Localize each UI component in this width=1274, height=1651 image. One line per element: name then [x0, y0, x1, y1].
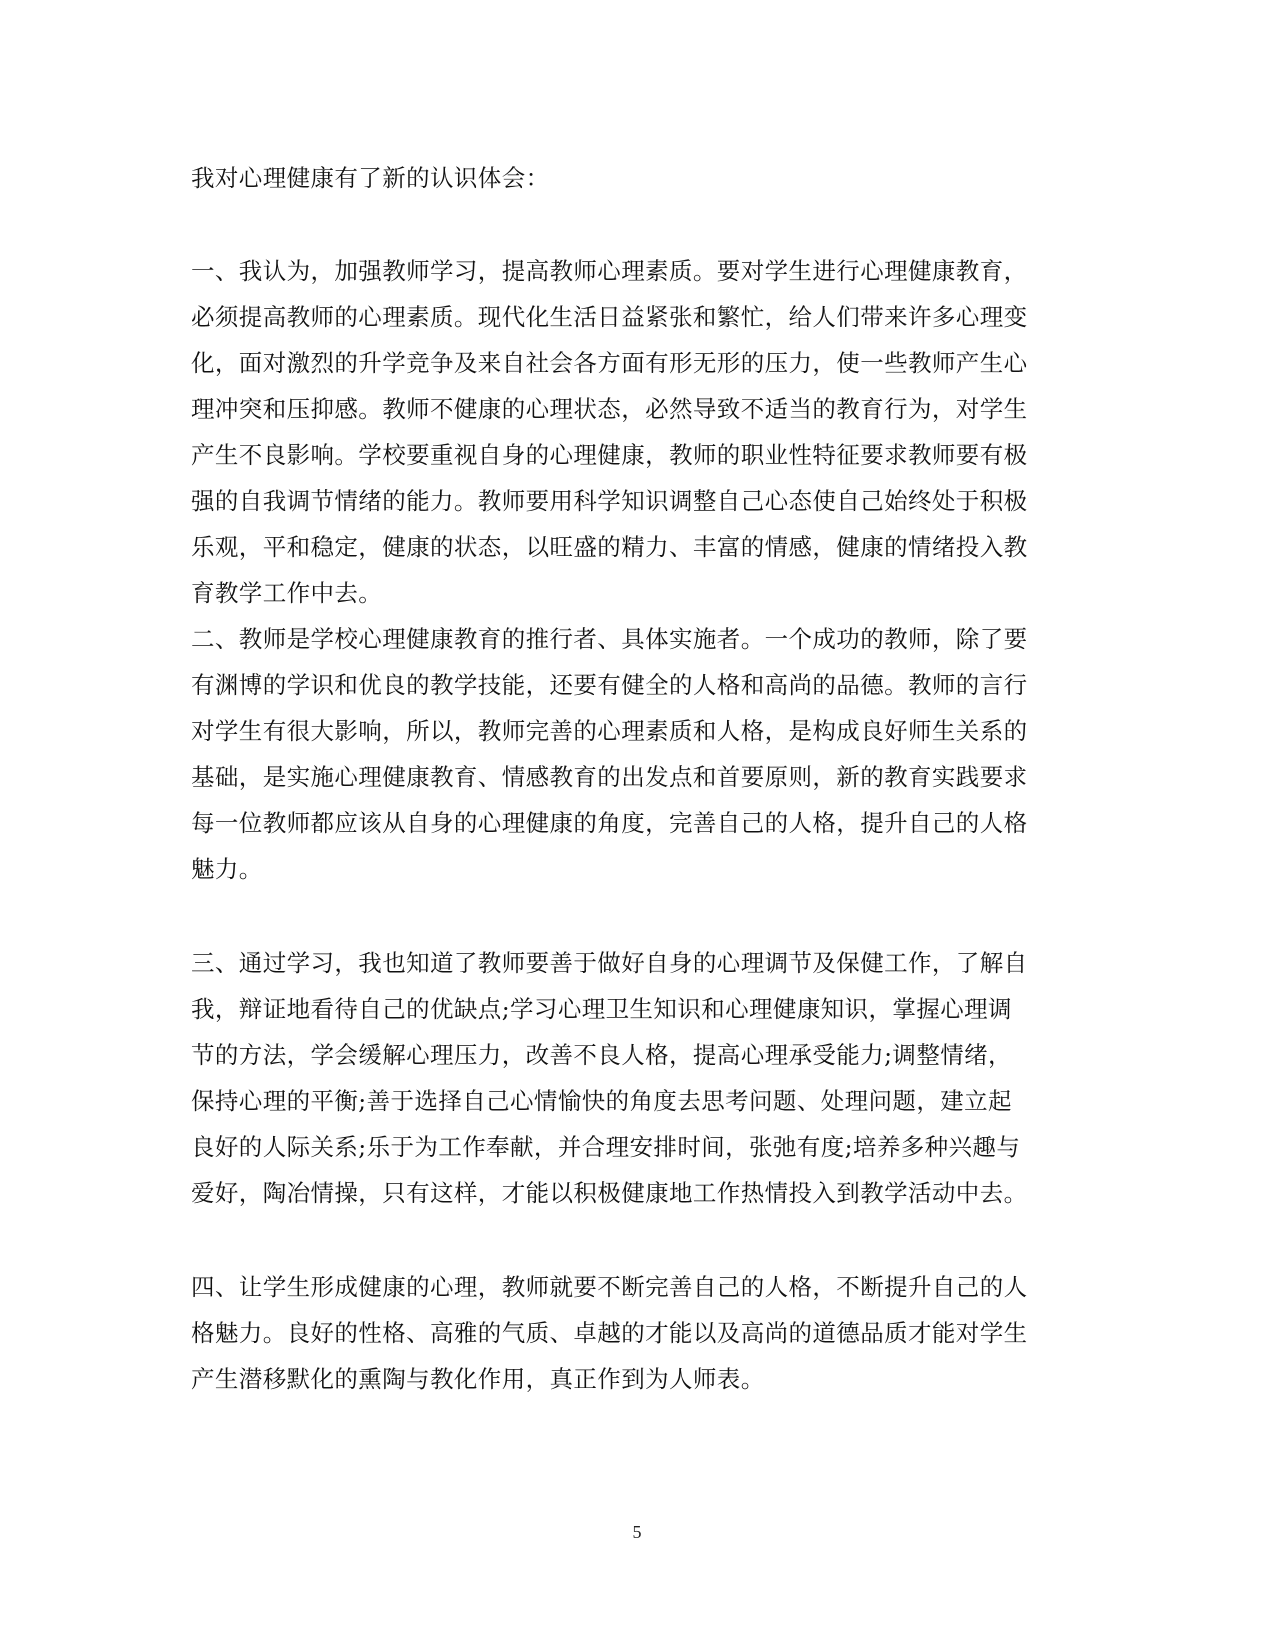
paragraph-1-line-7: 乐观，平和稳定，健康的状态，以旺盛的精力、丰富的情感，健康的情绪投入教	[191, 533, 1028, 561]
paragraph-4-line-2: 格魅力。良好的性格、高雅的气质、卓越的才能以及高尚的道德品质才能对学生	[191, 1319, 1028, 1347]
paragraph-1-line-1: 一、我认为，加强教师学习，提高教师心理素质。要对学生进行心理健康教育，	[191, 257, 1028, 285]
paragraph-1-line-5: 产生不良影响。学校要重视自身的心理健康，教师的职业性特征要求教师要有极	[191, 441, 1028, 469]
paragraph-1-line-2: 必须提高教师的心理素质。现代化生活日益紧张和繁忙，给人们带来许多心理变	[191, 303, 1028, 331]
paragraph-3-line-1: 三、通过学习，我也知道了教师要善于做好自身的心理调节及保健工作，了解自	[191, 949, 1028, 977]
paragraph-2-line-4: 基础，是实施心理健康教育、情感教育的出发点和首要原则，新的教育实践要求	[191, 763, 1028, 791]
paragraph-1-line-4: 理冲突和压抑感。教师不健康的心理状态，必然导致不适当的教育行为，对学生	[191, 395, 1028, 423]
paragraph-3-line-4: 保持心理的平衡;善于选择自己心情愉快的角度去思考问题、处理问题，建立起	[191, 1087, 1012, 1115]
paragraph-1-line-8: 育教学工作中去。	[191, 579, 383, 607]
paragraph-2-line-6: 魅力。	[191, 855, 263, 883]
paragraph-3-line-3: 节的方法，学会缓解心理压力，改善不良人格，提高心理承受能力;调整情绪，	[191, 1041, 1012, 1069]
paragraph-1-line-3: 化，面对激烈的升学竞争及来自社会各方面有形无形的压力，使一些教师产生心	[191, 349, 1028, 377]
paragraph-1-line-6: 强的自我调节情绪的能力。教师要用科学知识调整自己心态使自己始终处于积极	[191, 487, 1028, 515]
paragraph-4-line-1: 四、让学生形成健康的心理，教师就要不断完善自己的人格，不断提升自己的人	[191, 1273, 1028, 1301]
paragraph-2-line-1: 二、教师是学校心理健康教育的推行者、具体实施者。一个成功的教师，除了要	[191, 625, 1028, 653]
paragraph-3-line-2: 我，辩证地看待自己的优缺点;学习心理卫生知识和心理健康知识，掌握心理调	[191, 995, 1012, 1023]
page-number: 5	[632, 1522, 642, 1542]
paragraph-2-line-5: 每一位教师都应该从自身的心理健康的角度，完善自己的人格，提升自己的人格	[191, 809, 1028, 837]
paragraph-3-line-5: 良好的人际关系;乐于为工作奉献，并合理安排时间，张弛有度;培养多种兴趣与	[191, 1133, 1021, 1161]
paragraph-2-line-3: 对学生有很大影响，所以，教师完善的心理素质和人格，是构成良好师生关系的	[191, 717, 1028, 745]
paragraph-3-line-6: 爱好，陶冶情操，只有这样，才能以积极健康地工作热情投入到教学活动中去。	[191, 1179, 1028, 1207]
intro-line: 我对心理健康有了新的认识体会：	[191, 164, 550, 192]
paragraph-4-line-3: 产生潜移默化的熏陶与教化作用，真正作到为人师表。	[191, 1365, 765, 1393]
paragraph-2-line-2: 有渊博的学识和优良的教学技能，还要有健全的人格和高尚的品德。教师的言行	[191, 671, 1028, 699]
